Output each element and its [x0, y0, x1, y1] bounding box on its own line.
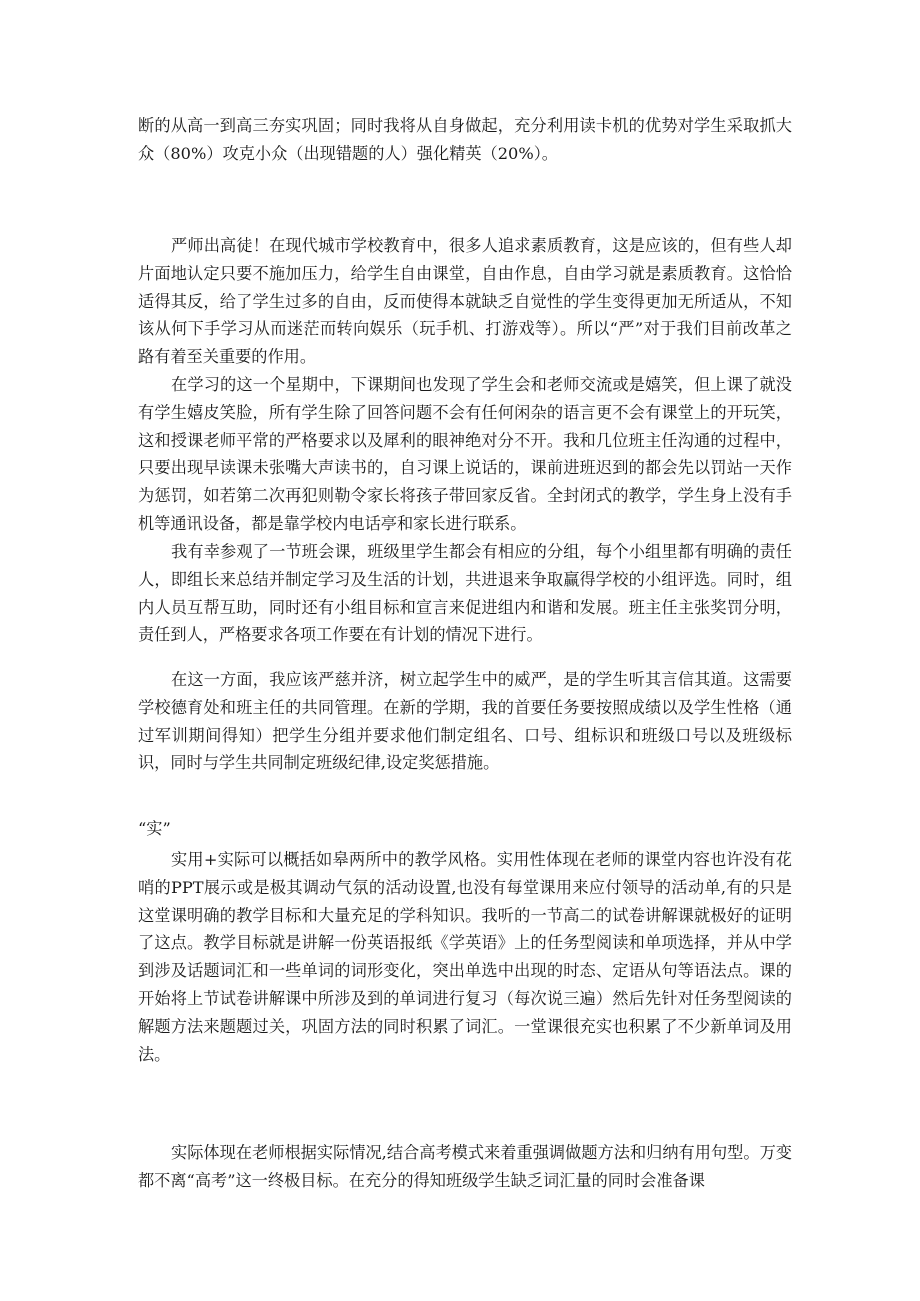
section-heading: “实”	[138, 819, 171, 838]
paragraph-4: 我有幸参观了一节班会课，班级里学生都会有相应的分组，每个小组里都有明确的责任人，即组长来总结并制定学习及生活的计划，共进退来争取赢得学校的小组评选。同时，组内人员互帮互助，同时还有小组目标和宣言来促进组内和谐和发展。班主任主张奖罚分明，责任到人，严格要求各项工作要在有计划的情况下进行。	[138, 542, 792, 645]
paragraph-6: 实用+实际可以概括如皋两所中的教学风格。实用性体现在老师的课堂内容也许没有花哨的PPT展示或是极其调动气氛的活动设置,也没有每堂课用来应付领导的活动单,有的只是这堂课明确的教学目标和大量充足的学科知识。我听的一节高二的试卷讲解课就极好的证明了这点。教学目标就是讲解一份英语报纸《学英语》上的任务型阅读和单项选择，并从中学到涉及话题词汇和一些单词的词形变化，突出单选中出现的时态、定语从句等语法点。课的开始将上节试卷讲解课中所涉及到的单词进行复习（每次说三遍）然后先针对任务型阅读的解题方法来题题过关，巩固方法的同时积累了词汇。一堂课很充实也积累了不少新单词及用法。	[138, 850, 792, 1064]
paragraph-5: 在这一方面，我应该严慈并济，树立起学生中的威严，是的学生听其言信其道。这需要学校德育处和班主任的共同管理。在新的学期，我的首要任务要按照成绩以及学生性格（通过军训期间得知）把学生分组并要求他们制定组名、口号、组标识和班级口号以及班级标识，同时与学生共同制定班级纪律,设定奖惩措施。	[138, 670, 792, 773]
paragraph-7: 实际体现在老师根据实际情况,结合高考模式来着重强调做题方法和归纳有用句型。万变都不离“高考”这一终极目标。在充分的得知班级学生缺乏词汇量的同时会准备课	[138, 1143, 792, 1190]
paragraph-1: 断的从高一到高三夯实巩固；同时我将从自身做起，充分利用读卡机的优势对学生采取抓大众（80%）攻克小众（出现错题的人）强化精英（20%）。	[138, 116, 792, 163]
paragraph-3: 在学习的这一个星期中，下课期间也发现了学生会和老师交流或是嬉笑，但上课了就没有学生嬉皮笑脸，所有学生除了回答问题不会有任何闲杂的语言更不会有课堂上的开玩笑，这和授课老师平常的严格要求以及犀利的眼神绝对分不开。我和几位班主任沟通的过程中，只要出现早读课未张嘴大声读书的，自习课上说话的，课前进班迟到的都会先以罚站一天作为惩罚，如若第二次再犯则勒令家长将孩子带回家反省。全封闭式的教学，学生身上没有手机等通讯设备，都是靠学校内电话亭和家长进行联系。	[138, 375, 792, 533]
paragraph-2: 严师出高徒！在现代城市学校教育中，很多人追求素质教育，这是应该的，但有些人却片面地认定只要不施加压力，给学生自由课堂，自由作息，自由学习就是素质教育。这恰恰适得其反，给了学生过多的自由，反而使得本就缺乏自觉性的学生变得更加无所适从，不知该从何下手学习从而迷茫而转向娱乐（玩手机、打游戏等）。所以“严”对于我们目前改革之路有着至关重要的作用。	[138, 236, 792, 367]
